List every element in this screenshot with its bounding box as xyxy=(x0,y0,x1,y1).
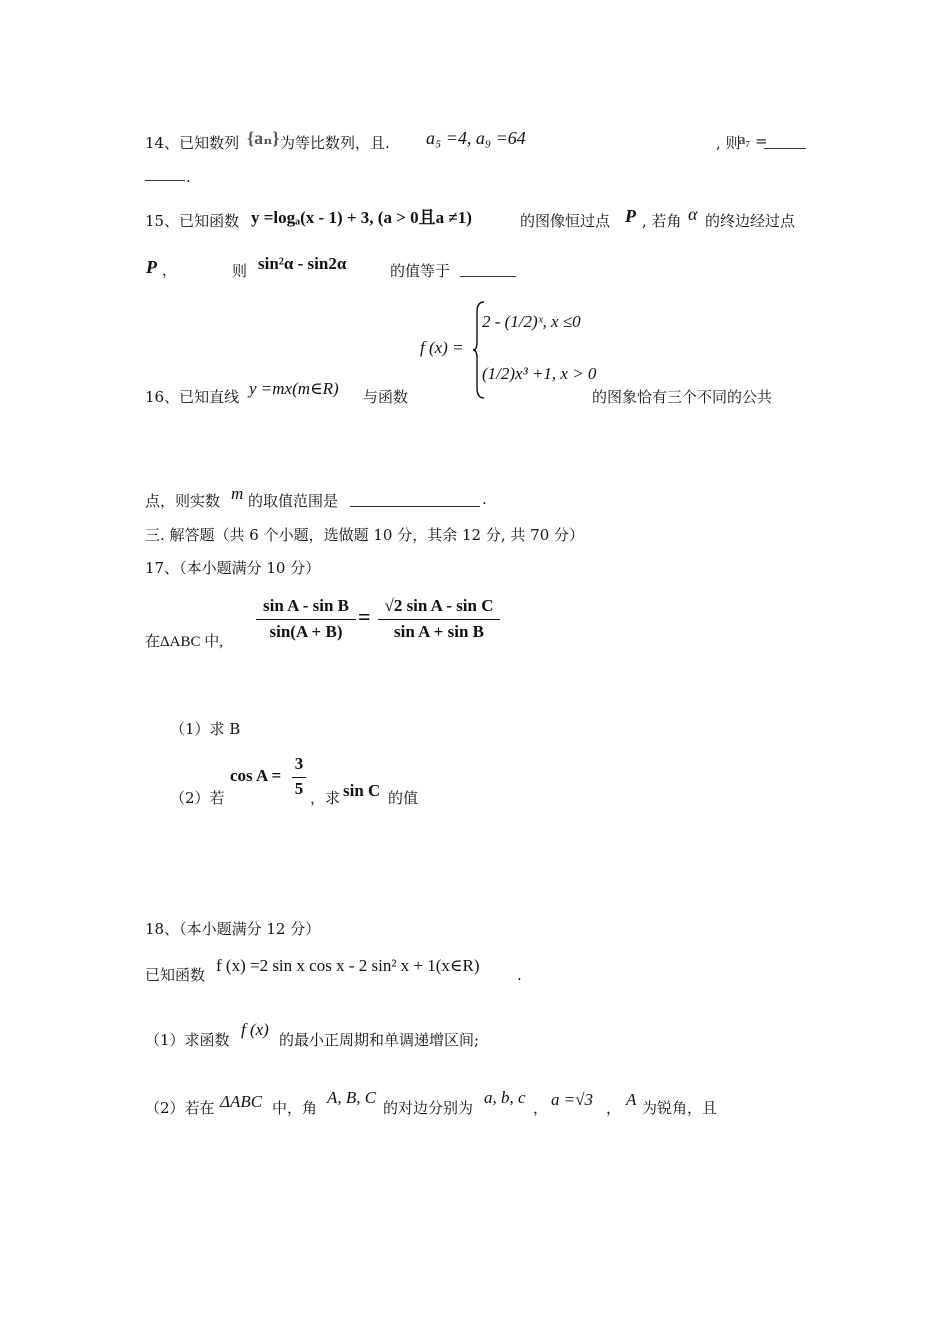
q16-m: m xyxy=(231,484,244,503)
q17-in-triangle: 在ΔABC 中, xyxy=(145,634,223,650)
section-3-heading: 三. 解答题（共 6 个小题，选做题 10 分，其余 12 分, 共 70 分） xyxy=(145,526,585,544)
q18-part-2-mid2: 的对边分别为 xyxy=(383,1099,474,1117)
q15-text3: 的终边经过点 xyxy=(705,212,796,230)
q17-part-1: （1）求 B xyxy=(170,720,241,738)
q15-text2: , 若角 xyxy=(642,212,682,230)
q17-lhs-numerator: sin A - sin B xyxy=(263,596,349,615)
q16-case-2: (1/2)x³ +1, x > 0 xyxy=(482,364,597,383)
q18-part-2-mid1: 中，角 xyxy=(272,1099,318,1117)
q17-frac-bar xyxy=(292,777,306,778)
q17-rhs-denominator: sin A + sin B xyxy=(393,622,484,641)
q15-function: y =logₐ(x - 1) + 3, (a > 0且a ≠1) xyxy=(251,208,472,227)
q18-dot: . xyxy=(517,966,522,984)
q18-header: 18、（本小题满分 12 分） xyxy=(145,920,321,938)
q15-expression: sin²α - sin2α xyxy=(258,254,347,273)
q18-sides: a, b, c xyxy=(484,1088,526,1107)
q14-then: , 则 xyxy=(716,134,741,152)
q14-a7: a₇ xyxy=(738,132,750,148)
q14-eq: = xyxy=(755,132,768,150)
q16-prefix: 16、已知直线 xyxy=(145,388,240,406)
q18-comma-1: ， xyxy=(533,1099,549,1117)
q18-comma-2: ， xyxy=(606,1099,622,1117)
q18-part-1-prefix: （1）求函数 xyxy=(145,1031,230,1049)
q15-blank xyxy=(460,262,516,277)
q17-rhs-bar xyxy=(378,619,500,620)
q14-blank-b xyxy=(145,166,185,181)
q18-function: f (x) =2 sin x cos x - 2 sin² x + 1(x∈R) xyxy=(216,956,480,975)
q16-text2: 的图象恰有三个不同的公共 xyxy=(592,388,773,406)
q17-lhs-bar xyxy=(256,619,356,620)
q14-blank-a xyxy=(764,134,806,149)
q15-point-p2: P xyxy=(146,257,157,277)
q16-case-1: 2 - (1/2)ˣ, x ≤0 xyxy=(482,312,581,331)
q14-text: 为等比数列，且. xyxy=(280,134,390,152)
q16-text1: 与函数 xyxy=(363,388,409,406)
q18-given-prefix: 已知函数 xyxy=(145,966,206,984)
q16-end: . xyxy=(482,490,487,508)
q14-prefix: 14、已知数列 xyxy=(145,134,240,152)
q15-comma: ， xyxy=(162,261,178,279)
q18-a-value: a =√3 xyxy=(551,1090,594,1109)
q17-header: 17、（本小题满分 10 分） xyxy=(145,559,321,577)
q18-fx: f (x) xyxy=(241,1020,269,1039)
q17-part-2-prefix: （2）若 xyxy=(170,789,225,807)
q18-part-2-prefix: （2）若在 xyxy=(145,1099,215,1117)
q14-condition: a₅ =4, a₉ =64 xyxy=(426,128,526,148)
q17-sinC: sin C xyxy=(343,781,381,800)
q17-lhs-denominator: sin(A + B) xyxy=(269,622,343,641)
q18-A: A xyxy=(626,1090,637,1109)
q18-triangle: ΔABC xyxy=(220,1092,263,1111)
q17-part-2-end: 的值 xyxy=(388,789,419,807)
q16-line: y =mx(m∈R) xyxy=(249,379,339,398)
q16-blank xyxy=(350,492,480,507)
q18-part-2-end: 为锐角，且 xyxy=(642,1099,718,1117)
q15-point-p: P xyxy=(625,206,636,226)
q14-sequence: {aₙ} xyxy=(247,128,280,148)
q16-text3: 点，则实数 xyxy=(145,492,221,510)
q17-frac-den: 5 xyxy=(294,779,304,798)
q18-angles: A, B, C xyxy=(327,1088,377,1107)
q17-part-2-mid: ，求 xyxy=(310,789,341,807)
q15-text1: 的图像恒过点 xyxy=(520,212,611,230)
q15-then: 则 xyxy=(232,262,248,280)
q15-prefix: 15、已知函数 xyxy=(145,212,240,230)
q17-rhs-numerator: √2 sin A - sin C xyxy=(384,596,494,615)
q16-text4: 的取值范围是 xyxy=(248,492,339,510)
q14-end: . xyxy=(186,168,191,186)
q17-equals: = xyxy=(358,604,371,629)
q17-cosA: cos A = xyxy=(230,766,282,785)
q18-part-1-text: 的最小正周期和单调递增区间; xyxy=(279,1031,480,1049)
q15-text4: 的值等于 xyxy=(390,262,451,280)
q17-frac-num: 3 xyxy=(294,754,304,773)
q16-fx: f (x) = xyxy=(420,338,464,357)
q15-alpha: α xyxy=(688,204,698,224)
